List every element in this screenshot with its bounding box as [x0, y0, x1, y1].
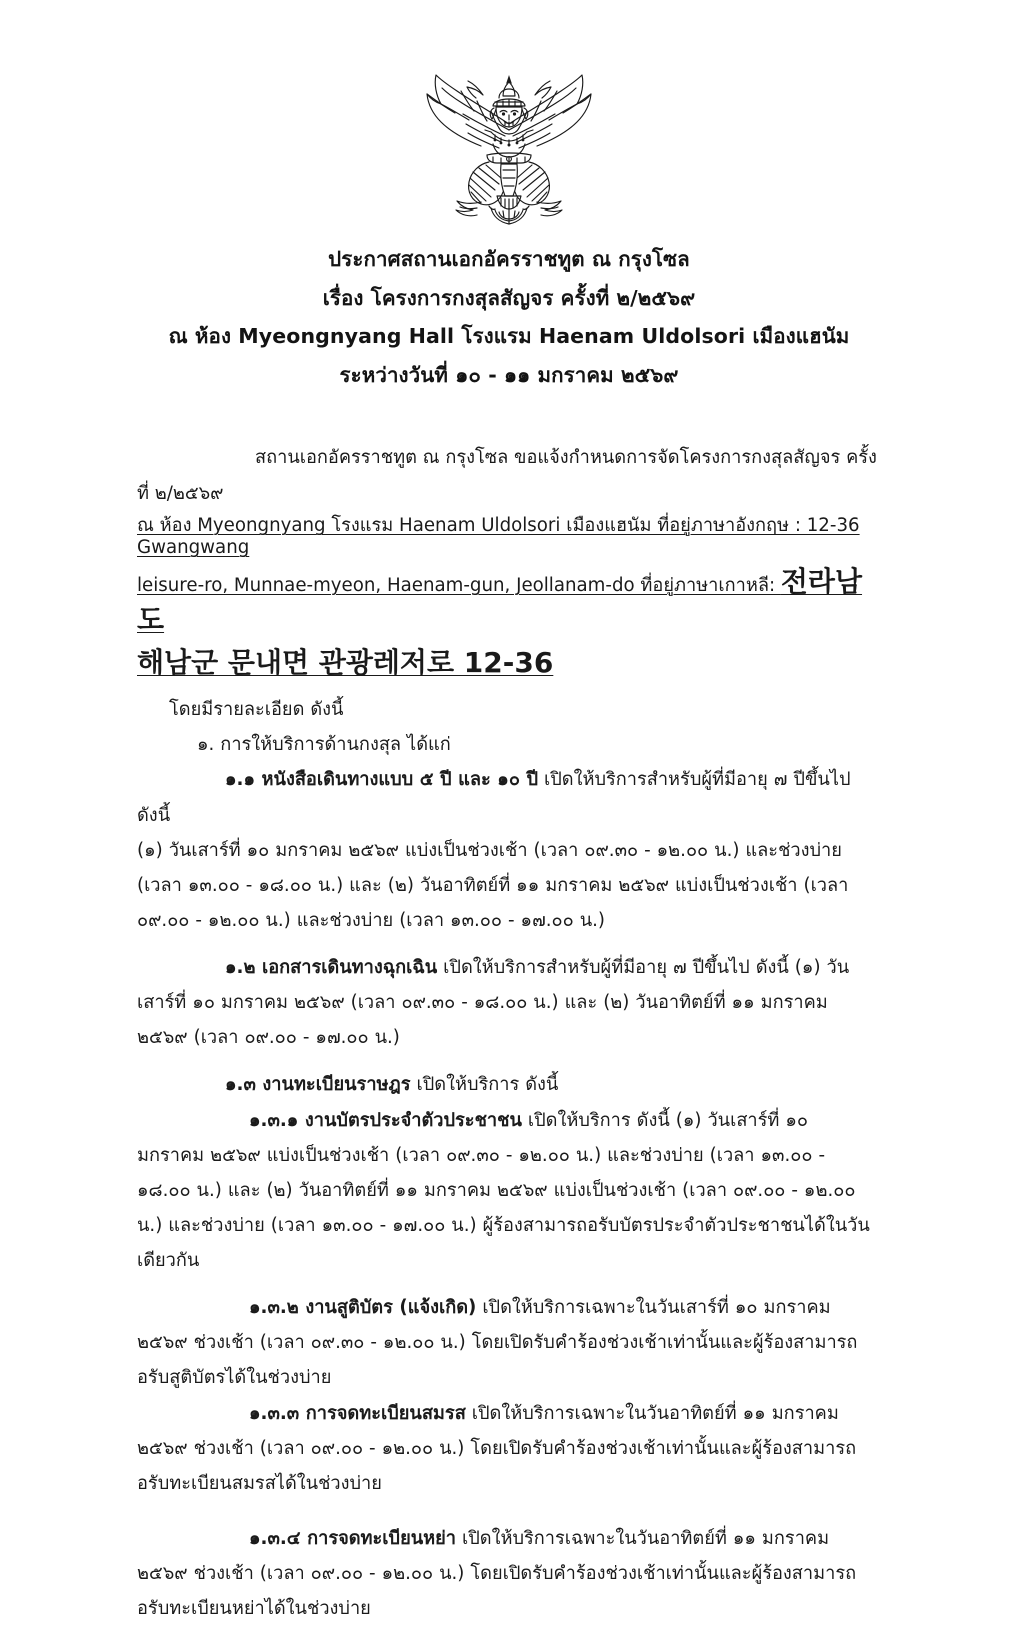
- intro-lead-paragraph: สถานเอกอัครราชทูต ณ กรุงโซล ขอแจ้งกำหนดการจัดโครงการกงสุลสัญจร ครั้งที่ ๒/๒๕๖๙: [137, 447, 877, 504]
- section-1-2: [137, 950, 880, 1055]
- section-1-3-1-label: ๑.๓.๑ งานบัตรประจำตัวประชาชน: [249, 1109, 522, 1131]
- address-details-gap: [137, 682, 880, 692]
- section-1-3-4: [137, 1521, 880, 1626]
- document-body: [0, 440, 1018, 1626]
- address-line-english-2: [137, 559, 880, 639]
- section-1-3-1-body: เปิดให้บริการ ดังนี้ (๑) วันเสาร์ที่ ๑๐ มกราคม ๒๕๖๙ แบ่งเป็นช่วงเช้า (เวลา ๐๙.๓๐ - ๑๒.๐๐ น.) และช่วงบ่าย (เวลา ๑๓.๐๐ - ๑๘.๐๐ น.) และ (๒) วันอาทิตย์ที่ ๑๑ มกราคม ๒๕๖๙ แบ่งเป็นช่วงเช้า (เวลา ๐๙.๐๐ - ๑๒.๐๐ น.) และช่วงบ่าย (เวลา ๑๓.๐๐ - ๑๗.๐๐ น.) ผู้ร้องสามารถอรับบัตรประจำตัวประชาชนได้ในวันเดียวกัน: [137, 1109, 870, 1272]
- address-line-korean-big: [137, 638, 880, 682]
- gap-1-3-3-1-3-4: [137, 1501, 880, 1521]
- emblem-container: [0, 0, 1018, 226]
- address-underlined-2: leisure-ro, Munnae-myeon, Haenam-gun, Jeollanam-do ที่อยู่ภาษาเกาหลี:: [137, 574, 781, 596]
- section-1-3-3-body: เปิดให้บริการเฉพาะในวันอาทิตย์ที่ ๑๑ มกราคม ๒๕๖๙ ช่วงเช้า (เวลา ๐๙.๐๐ - ๑๒.๐๐ น.) โดยเปิดรับคำร้องช่วงเช้าเท่านั้นและผู้ร้องสามารถอรับทะเบียนสมรสได้ในช่วงบ่าย: [137, 1402, 857, 1494]
- section-1-3-4-label: ๑.๓.๔ การจดทะเบียนหย่า: [249, 1527, 457, 1549]
- section-1-title: ๑. การให้บริการด้านกงสุล ได้แก่: [197, 734, 451, 756]
- title-block: [0, 240, 1018, 394]
- section-1-1-heading: [137, 762, 880, 832]
- section-1-2-label: ๑.๒ เอกสารเดินทางฉุกเฉิน: [225, 957, 438, 979]
- gap-1-1-1-2: [137, 938, 880, 950]
- section-1-3-label: ๑.๓ งานทะเบียนราษฎร: [225, 1074, 411, 1096]
- section-1-3-3: [137, 1396, 880, 1501]
- section-1-1-body: (๑) วันเสาร์ที่ ๑๐ มกราคม ๒๕๖๙ แบ่งเป็นช่วงเช้า (เวลา ๐๙.๓๐ - ๑๒.๐๐ น.) และช่วงบ่าย (เวลา ๑๓.๐๐ - ๑๘.๐๐ น.) และ (๒) วันอาทิตย์ที่ ๑๑ มกราคม ๒๕๖๙ แบ่งเป็นช่วงเช้า (เวลา ๐๙.๐๐ - ๑๒.๐๐ น.) และช่วงบ่าย (เวลา ๑๓.๐๐ - ๑๗.๐๐ น.): [137, 839, 849, 931]
- section-1-3-4-body: เปิดให้บริการเฉพาะในวันอาทิตย์ที่ ๑๑ มกราคม ๒๕๖๙ ช่วงเช้า (เวลา ๐๙.๐๐ - ๑๒.๐๐ น.) โดยเปิดรับคำร้องช่วงเช้าเท่านั้นและผู้ร้องสามารถอรับทะเบียนหย่าได้ในช่วงบ่าย: [137, 1527, 857, 1620]
- garuda-emblem: [421, 58, 597, 226]
- address-korean-big: 해남군 문내면 관광레저로 12-36: [137, 646, 554, 680]
- title-line-1: ประกาศสถานเอกอัครราชทูต ณ กรุงโซล: [328, 247, 690, 271]
- section-1-3-heading-rest: เปิดให้บริการ ดังนี้: [410, 1074, 559, 1096]
- title-line-3: ณ ห้อง Myeongnyang Hall โรงแรม Haenam Uldolsori เมืองแฮนัม: [168, 324, 850, 349]
- section-1-3-2-body: เปิดให้บริการเฉพาะในวันเสาร์ที่ ๑๐ มกราคม ๒๕๖๙ ช่วงเช้า (เวลา ๐๙.๓๐ - ๑๒.๐๐ น.) โดยเปิดรับคำร้องช่วงเช้าเท่านั้นและผู้ร้องสามารถอรับสูติบัตรได้ในช่วงบ่าย: [137, 1297, 858, 1389]
- address-korean-inline: 전라남도: [137, 564, 863, 636]
- section-1-1-label: ๑.๑ หนังสือเดินทางแบบ ๕ ปี และ ๑๐ ปี: [225, 769, 539, 791]
- gap-1-2-1-3: [137, 1055, 880, 1067]
- details-intro: โดยมีรายละเอียด ดังนี้: [169, 699, 344, 721]
- section-1-3-2: [137, 1290, 880, 1395]
- section-1-3-1: [137, 1103, 880, 1279]
- address-line-english-1: [137, 511, 880, 559]
- title-body-spacer: [0, 394, 1018, 440]
- gap-1-3-1-1-3-2: [137, 1278, 880, 1290]
- section-1-3-heading: [137, 1067, 880, 1102]
- section-1-2-body: เปิดให้บริการสำหรับผู้ที่มีอายุ ๗ ปีขึ้นไป ดังนี้ (๑) วันเสาร์ที่ ๑๐ มกราคม ๒๕๖๙ (เวลา ๐๙.๓๐ - ๑๘.๐๐ น.) และ (๒) วันอาทิตย์ที่ ๑๑ มกราคม ๒๕๖๙ (เวลา ๐๙.๐๐ - ๑๗.๐๐ น.): [137, 957, 850, 1049]
- title-line-2: เรื่อง โครงการกงสุลสัญจร ครั้งที่ ๒/๒๕๖๙: [322, 285, 696, 310]
- title-line-4: ระหว่างวันที่ ๑๐ - ๑๑ มกราคม ๒๕๖๙: [339, 362, 679, 387]
- address-underlined-1: ณ ห้อง Myeongnyang โรงแรม Haenam Uldolsori เมืองแฮนัม ที่อยู่ภาษาอังกฤษ : 12-36 Gwangwang: [137, 515, 860, 558]
- section-1-3-2-label: ๑.๓.๒ งานสูติบัตร (แจ้งเกิด): [249, 1297, 477, 1319]
- section-1-1-heading-rest: เปิดให้บริการสำหรับผู้ที่มีอายุ ๗ ปีขึ้นไป ดังนี้: [137, 769, 851, 826]
- section-1-3-3-label: ๑.๓.๓ การจดทะเบียนสมรส: [249, 1402, 466, 1424]
